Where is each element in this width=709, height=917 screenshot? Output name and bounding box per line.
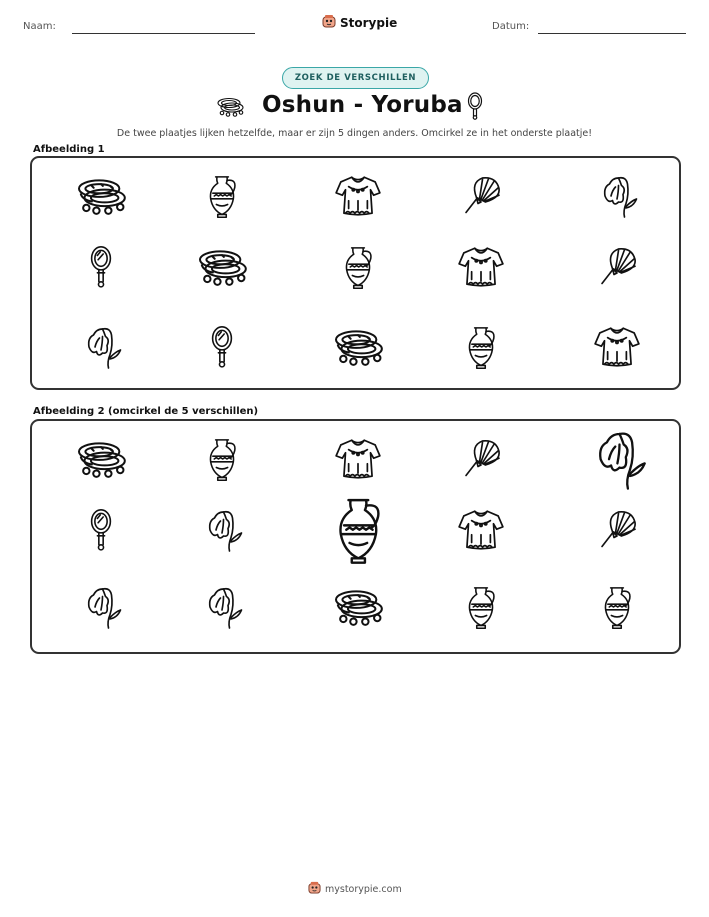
vase-icon[interactable] <box>332 491 385 569</box>
dress-icon <box>456 245 506 289</box>
vase-icon <box>341 242 375 292</box>
flower-icon[interactable] <box>201 584 243 630</box>
fan-icon[interactable] <box>596 509 638 551</box>
activity-badge: ZOEK DE VERSCHILLEN <box>282 67 429 89</box>
vase-icon[interactable] <box>600 582 634 632</box>
flower-icon[interactable] <box>201 507 243 553</box>
vase-icon[interactable] <box>464 582 498 632</box>
bracelets-icon <box>73 174 129 218</box>
fan-icon <box>596 246 638 288</box>
title-bracelets-icon <box>215 94 245 118</box>
date-field[interactable] <box>538 33 686 34</box>
vase-icon[interactable] <box>205 434 239 484</box>
storypie-mascot-icon <box>308 881 321 897</box>
dress-icon[interactable] <box>456 508 506 552</box>
fan-icon[interactable] <box>460 438 502 480</box>
instructions: De twee plaatjes lijken hetzelfde, maar er zijn 5 dingen anders. Omcirkel ze in het onderste plaatje! <box>116 128 593 139</box>
storypie-mascot-icon <box>322 14 336 31</box>
panel-2-label: Afbeelding 2 (omcirkel de 5 verschillen) <box>33 406 259 417</box>
mirror-icon <box>209 321 235 373</box>
flower-icon[interactable] <box>588 427 647 491</box>
page-title: Oshun - Yoruba <box>262 92 463 118</box>
panel-1-label: Afbeelding 1 <box>33 144 105 155</box>
vase-icon <box>205 171 239 221</box>
flower-icon[interactable] <box>80 584 122 630</box>
mirror-icon <box>88 241 114 293</box>
flower-icon <box>80 324 122 370</box>
bracelets-icon <box>194 245 250 289</box>
date-label: Datum: <box>492 21 530 32</box>
flower-icon <box>596 173 638 219</box>
footer <box>308 881 402 897</box>
brand-logo <box>322 14 397 31</box>
fan-icon <box>460 175 502 217</box>
title-mirror-icon <box>466 92 484 120</box>
dress-icon <box>333 174 383 218</box>
name-label: Naam: <box>23 21 56 32</box>
footer-url: mystorypie.com <box>325 883 402 895</box>
bracelets-icon[interactable] <box>73 437 129 481</box>
name-field[interactable] <box>72 33 255 34</box>
dress-icon[interactable] <box>333 437 383 481</box>
vase-icon <box>464 322 498 372</box>
bracelets-icon <box>330 325 386 369</box>
dress-icon <box>592 325 642 369</box>
brand-name: Storypie <box>340 15 398 30</box>
bracelets-icon[interactable] <box>330 585 386 629</box>
mirror-icon[interactable] <box>88 504 114 556</box>
